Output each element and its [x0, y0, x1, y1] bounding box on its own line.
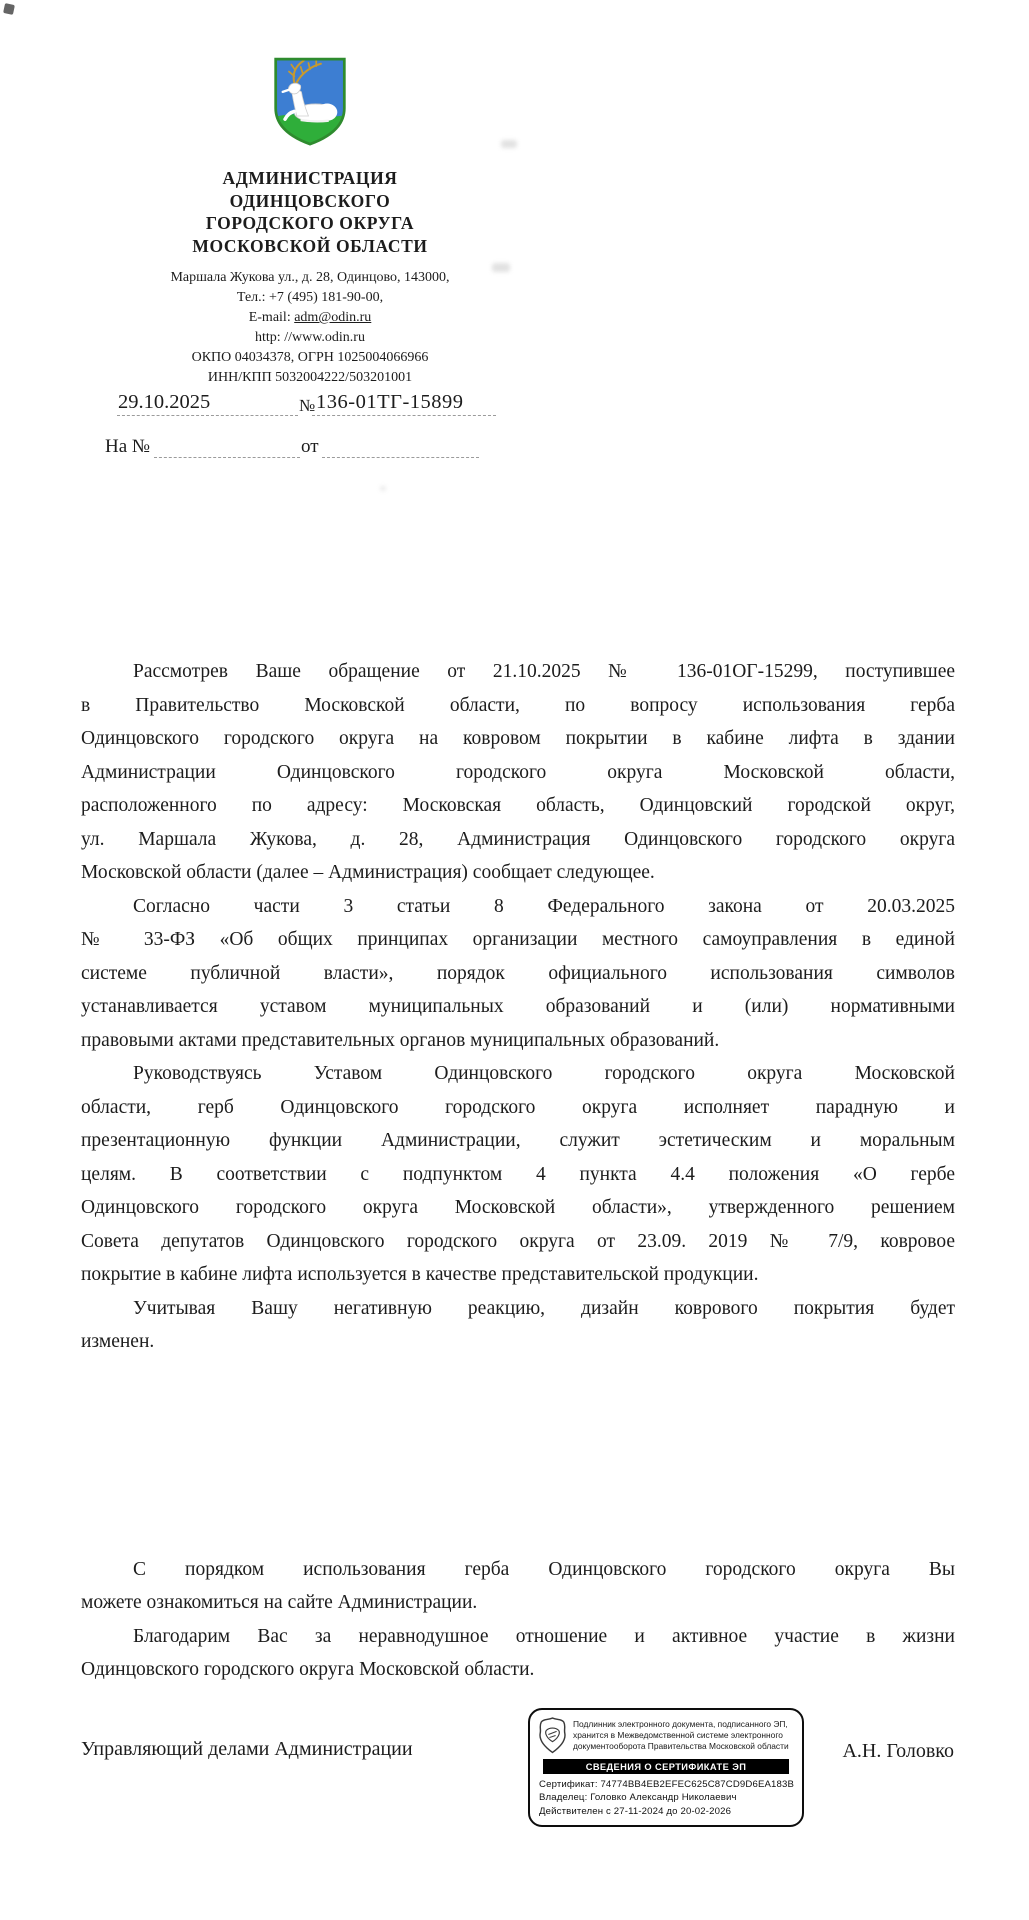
org-name-line: АДМИНИСТРАЦИЯ [222, 168, 398, 188]
number-sign: № [299, 396, 316, 415]
number-underline [312, 415, 496, 416]
paragraph [81, 890, 955, 1058]
text-line: расположенного по адресу: Московская область, Одинцовский городской округ, [81, 795, 955, 816]
phone-line: Тел.: +7 (495) 181-90-00, [236, 290, 384, 305]
text-line: Учитывая Вашу негативную реакцию, дизайн коврового покрытия будет [133, 1297, 955, 1319]
website-line: http: //www.odin.ru [255, 330, 365, 345]
text-line: № 33-ФЗ «Об общих принципах организации местного самоуправления в единой [81, 929, 955, 950]
email-label: E-mail: [248, 310, 295, 325]
scan-artifact [380, 486, 386, 491]
text-line: Совета депутатов Одинцовского городского округа от 23.09. 2019 № 7/9, ковровое [81, 1230, 955, 1252]
stamp-bar-title: СВЕДЕНИЯ О СЕРТИФИКАТЕ ЭП [543, 1759, 789, 1774]
text-line: правовыми актами представительных органов муниципальных образований. [81, 1029, 720, 1051]
contact-block [90, 268, 530, 388]
org-name-line: ГОРОДСКОГО ОКРУГА [205, 213, 415, 233]
signer-name: А.Н. Головко [842, 1740, 954, 1762]
letter-body [81, 655, 955, 1687]
stamp-certificate: Сертификат: 74774BB4EB2EFEC625C87CD9D6EA183B [539, 1778, 795, 1790]
reply-from-label: от [301, 436, 319, 457]
paragraph [81, 1620, 955, 1687]
text-line: Подлинник электронного документа, подписанного ЭП, [573, 1719, 788, 1730]
organization-name [90, 167, 530, 257]
date-underline [117, 415, 298, 416]
stamp-owner: Владелец: Головко Александр Николаевич [539, 1792, 737, 1803]
signer-position: Управляющий делами Администрации [81, 1738, 413, 1760]
stamp-description [573, 1719, 789, 1751]
text-line: Руководствуясь Уставом Одинцовского городского округа Московской [133, 1063, 955, 1084]
paragraph [81, 1553, 955, 1620]
text-line: ул. Маршала Жукова, д. 28, Администрация Одинцовского городского округа [81, 828, 955, 850]
letter-date: 29.10.2025 [118, 391, 211, 413]
reply-date-underline [322, 457, 479, 458]
text-line: устанавливается уставом муниципальных образований и (или) нормативными [81, 996, 955, 1017]
text-line: Московской области (далее – Администрация) сообщает следующее. [81, 862, 655, 883]
text-line: Одинцовского городского округа на ковровом покрытии в кабине лифта в здании [81, 728, 955, 749]
text-line: Благодарим Вас за неравнодушное отношение и активное участие в жизни [133, 1625, 955, 1647]
odintsovo-coat-of-arms-icon [271, 55, 349, 149]
okpo-line: ОКПО 04034378, ОГРН 1025004066966 [191, 350, 429, 365]
text-line: целям. В соответствии с подпунктом 4 пункта 4.4 положения «О гербе [81, 1163, 955, 1185]
paragraph [81, 1057, 955, 1292]
letter-number: 136-01ТГ-15899 [316, 391, 464, 413]
paragraph [81, 1292, 955, 1359]
text-line: в Правительство Московской области, по вопросу использования герба [81, 694, 955, 716]
email-link[interactable]: adm@odin.ru [294, 310, 372, 325]
electronic-signature-stamp [528, 1708, 804, 1827]
text-line: Одинцовского городского округа Московской области. [81, 1659, 535, 1680]
text-line: области, герб Одинцовского городского округа исполняет парадную и [81, 1096, 955, 1118]
text-line: Согласно части 3 статьи 8 Федерального закона от 20.03.2025 [133, 895, 955, 917]
text-line: хранится в Межведомственной системе электронного [573, 1730, 783, 1741]
email-line [90, 308, 530, 328]
text-line: можете ознакомиться на сайте Администрации. [81, 1592, 478, 1613]
reply-to-prefix: На № [105, 436, 151, 457]
paragraph [81, 655, 955, 890]
text-line: Одинцовского городского округа Московской области», утвержденного решением [81, 1197, 955, 1218]
reply-number-underline [154, 457, 300, 458]
address-line: Маршала Жукова ул., д. 28, Одинцово, 143000, [170, 270, 450, 285]
letterhead [90, 55, 530, 388]
stamp-header-row [539, 1717, 793, 1754]
text-line: Рассмотрев Ваше обращение от 21.10.2025 № 136-01ОГ-15299, поступившее [133, 661, 955, 682]
org-name-line: МОСКОВСКОЙ ОБЛАСТИ [192, 235, 428, 256]
scan-artifact [3, 3, 15, 15]
inn-line: ИНН/КПП 5032004222/503201001 [207, 370, 413, 385]
moscow-oblast-emblem-icon [539, 1717, 566, 1754]
text-line: покрытие в кабине лифта используется в качестве представительской продукции. [81, 1264, 759, 1285]
org-name-line: ОДИНЦОВСКОГО [229, 190, 391, 211]
text-line: системе публичной власти», порядок официального использования символов [81, 962, 955, 984]
text-line: изменен. [81, 1331, 155, 1352]
stamp-validity: Действителен с 27-11-2024 до 20-02-2026 [539, 1805, 732, 1817]
text-line: Администрации Одинцовского городского округа Московской области, [81, 761, 955, 783]
text-line: презентационную функции Администрации, служит эстетическим и моральным [81, 1130, 955, 1151]
text-line: документооборота Правительства Московской области [573, 1740, 789, 1751]
text-line: С порядком использования герба Одинцовского городского округа Вы [133, 1558, 955, 1580]
